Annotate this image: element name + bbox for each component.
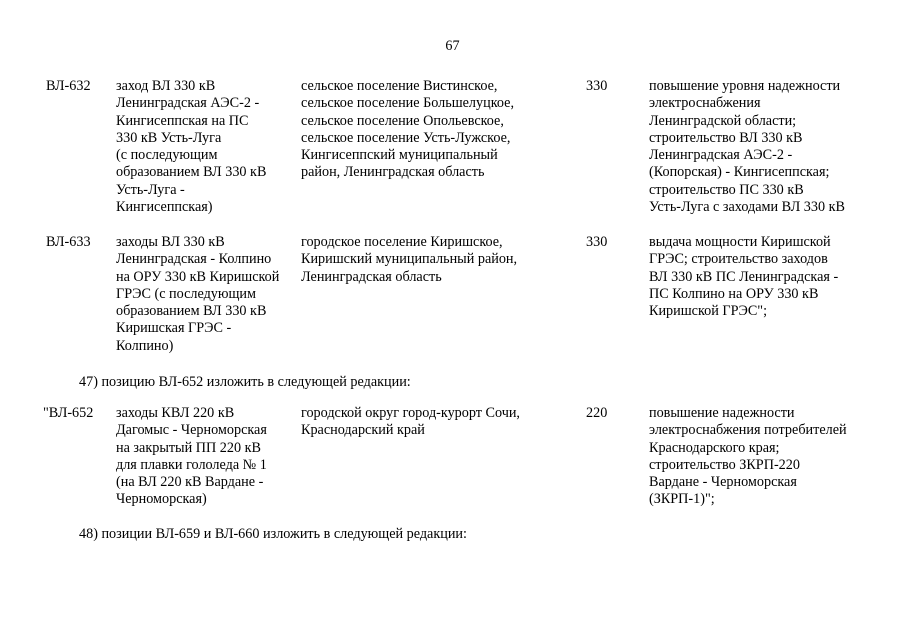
- amendment-instruction-47: 47) позицию ВЛ-652 изложить в следующей редакции:: [79, 374, 411, 390]
- page-number: 67: [445, 38, 460, 54]
- position-code: ВЛ-633: [46, 234, 91, 250]
- voltage-value: 330: [586, 234, 608, 250]
- object-name: заходы ВЛ 330 кВ Ленинградская - Колпино на ОРУ 330 кВ Киришской ГРЭС (с последующим образованием ВЛ 330 кВ Киришская ГРЭС - Колпино): [116, 234, 280, 354]
- position-code: "ВЛ-652: [43, 405, 94, 421]
- object-name: заходы КВЛ 220 кВ Дагомыс - Черноморская на закрытый ПП 220 кВ для плавки гололеда № 1 (на ВЛ 220 кВ Вардане - Черноморская): [116, 405, 267, 508]
- object-purpose: повышение надежности электроснабжения потребителей Краснодарского края; строительство ЗКРП-220 Вардане - Черноморская (ЗКРП-1)";: [649, 405, 847, 508]
- amendment-instruction-48: 48) позиции ВЛ-659 и ВЛ-660 изложить в следующей редакции:: [79, 526, 467, 542]
- object-location: сельское поселение Вистинское, сельское поселение Большелуцкое, сельское поселение Опольевское, сельское поселение Усть-Лужское, Кингисеппский муниципальный район, Ленинградская область: [301, 78, 514, 181]
- object-name: заход ВЛ 330 кВ Ленинградская АЭС-2 - Кингисеппская на ПС 330 кВ Усть-Луга (с последующим образованием ВЛ 330 кВ Усть-Луга - Кингисеппская): [116, 78, 267, 216]
- object-purpose: повышение уровня надежности электроснабжения Ленинградской области; строительство ВЛ 330 кВ Ленинградская АЭС-2 - (Копорская) - Кингисеппская; строительство ПС 330 кВ Усть-Луга с заходами ВЛ 330 кВ: [649, 78, 845, 216]
- position-code: ВЛ-632: [46, 78, 91, 94]
- object-location: городское поселение Киришское, Киришский муниципальный район, Ленинградская область: [301, 234, 518, 285]
- object-purpose: выдача мощности Киришской ГРЭС; строительство заходов ВЛ 330 кВ ПС Ленинградская - ПС Колпино на ОРУ 330 кВ Киришской ГРЭС";: [649, 234, 839, 320]
- voltage-value: 330: [586, 78, 608, 94]
- voltage-value: 220: [586, 405, 608, 421]
- object-location: городской округ город-курорт Сочи, Краснодарский край: [301, 405, 520, 439]
